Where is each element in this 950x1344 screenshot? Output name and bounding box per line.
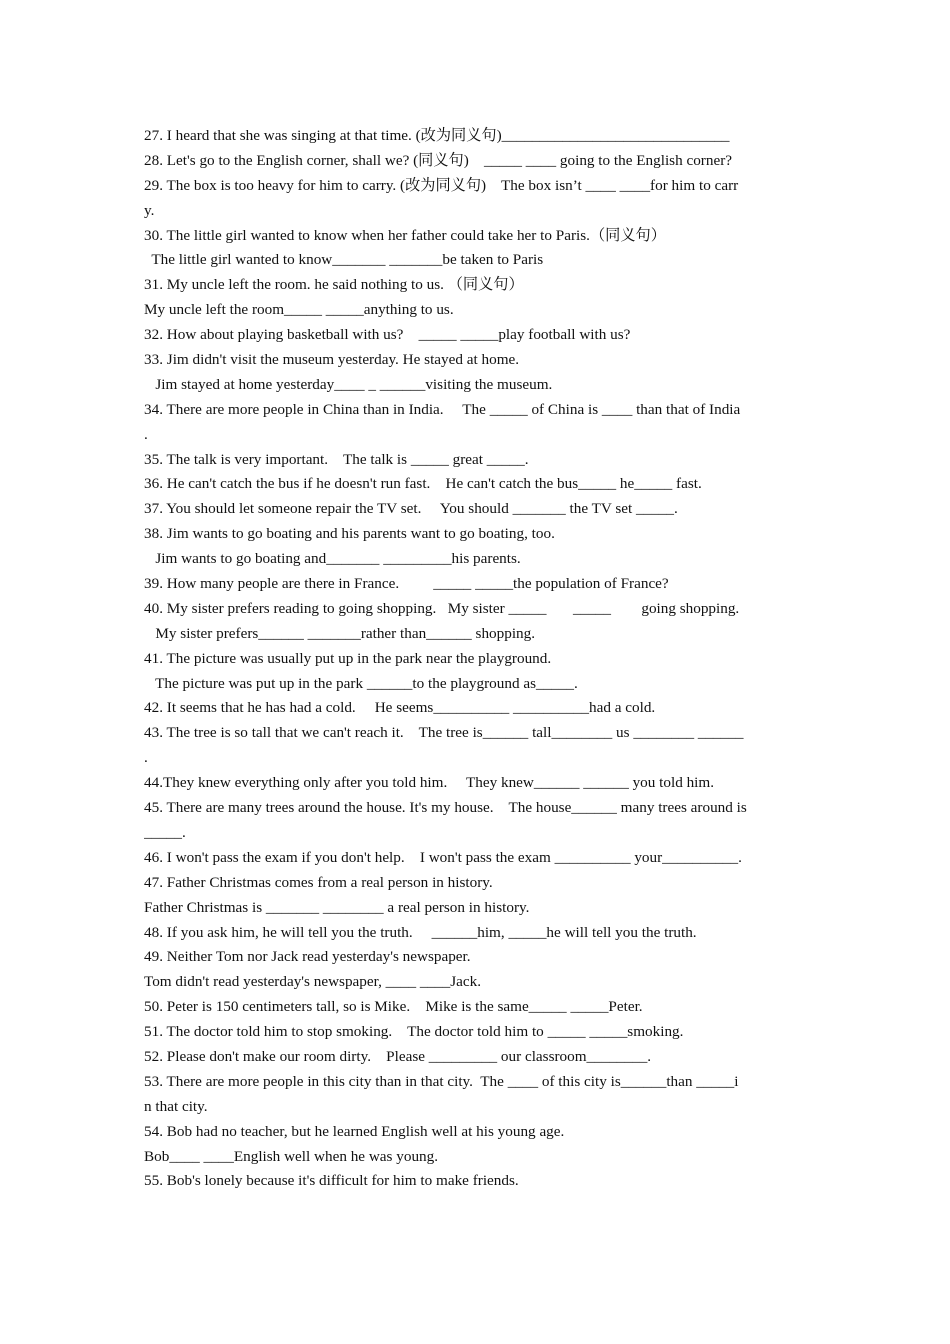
text-line: 46. I won't pass the exam if you don't help. I won't pass the exam __________ your__________. bbox=[144, 848, 742, 866]
text-line: 41. The picture was usually put up in the park near the playground. bbox=[144, 649, 552, 667]
text-line: Tom didn't read yesterday's newspaper, ____ ____Jack. bbox=[144, 973, 481, 991]
text-line: 34. There are more people in China than in India. The _____ of China is ____ than that of India bbox=[144, 400, 741, 418]
text-line: y. bbox=[144, 201, 155, 219]
text-line: . bbox=[144, 425, 148, 443]
text-line: 35. The talk is very important. The talk is _____ great _____. bbox=[144, 450, 529, 468]
text-line: 31. My uncle left the room. he said nothing to us. （同义句） bbox=[144, 276, 524, 294]
text-line: Jim stayed at home yesterday____ _ ______visiting the museum. bbox=[144, 375, 553, 393]
text-line: Father Christmas is _______ ________ a real person in history. bbox=[144, 898, 530, 916]
text-line: 50. Peter is 150 centimeters tall, so is Mike. Mike is the same_____ _____Peter. bbox=[144, 998, 643, 1016]
text-line: 29. The box is too heavy for him to carry. (改为同义句) The box isn’t ____ ____for him to carr bbox=[144, 176, 739, 194]
text-line: 52. Please don't make our room dirty. Please _________ our classroom________. bbox=[144, 1047, 652, 1065]
text-line: 47. Father Christmas comes from a real person in history. bbox=[144, 873, 493, 891]
text-line: 49. Neither Tom nor Jack read yesterday's newspaper. bbox=[144, 948, 471, 966]
text-line: 54. Bob had no teacher, but he learned English well at his young age. bbox=[144, 1122, 565, 1140]
text-line: n that city. bbox=[144, 1097, 208, 1115]
text-line: 36. He can't catch the bus if he doesn't run fast. He can't catch the bus_____ he_____ fast. bbox=[144, 475, 702, 493]
text-line: The little girl wanted to know_______ _______be taken to Paris bbox=[144, 251, 544, 269]
text-line: _____. bbox=[144, 823, 186, 841]
text-line: 43. The tree is so tall that we can't reach it. The tree is______ tall________ us ________ ______ bbox=[144, 724, 744, 742]
text-line: Jim wants to go boating and_______ _________his parents. bbox=[144, 550, 521, 568]
text-line: 28. Let's go to the English corner, shall we? (同义句) _____ ____ going to the English corner? bbox=[144, 151, 732, 169]
text-line: 53. There are more people in this city than in that city. The ____ of this city is______than _____i bbox=[144, 1072, 739, 1090]
text-line: 37. You should let someone repair the TV set. You should _______ the TV set _____. bbox=[144, 500, 678, 518]
exercise-text bbox=[144, 124, 808, 1194]
text-line: 48. If you ask him, he will tell you the truth. ______him, _____he will tell you the truth. bbox=[144, 923, 697, 941]
text-line: 30. The little girl wanted to know when her father could take her to Paris.（同义句） bbox=[144, 226, 666, 244]
text-line: My sister prefers______ _______rather than______ shopping. bbox=[144, 624, 536, 642]
text-line: Bob____ ____English well when he was young. bbox=[144, 1147, 439, 1165]
text-line: 42. It seems that he has had a cold. He seems__________ __________had a cold. bbox=[144, 699, 656, 717]
text-line: 55. Bob's lonely because it's difficult for him to make friends. bbox=[144, 1172, 519, 1190]
text-line: . bbox=[144, 749, 148, 767]
text-line: The picture was put up in the park ______to the playground as_____. bbox=[144, 674, 578, 692]
text-line: My uncle left the room_____ _____anything to us. bbox=[144, 301, 454, 319]
text-line: 51. The doctor told him to stop smoking. The doctor told him to _____ _____smoking. bbox=[144, 1023, 684, 1041]
text-line: 27. I heard that she was singing at that time. (改为同义句)______________________________ bbox=[144, 127, 730, 144]
text-line: 45. There are many trees around the house. It's my house. The house______ many trees around is bbox=[144, 799, 747, 817]
text-line: 32. How about playing basketball with us? _____ _____play football with us? bbox=[144, 326, 631, 344]
text-line: 33. Jim didn't visit the museum yesterday. He stayed at home. bbox=[144, 351, 520, 369]
text-line: 39. How many people are there in France. _____ _____the population of France? bbox=[144, 575, 669, 593]
text-line: 38. Jim wants to go boating and his parents want to go boating, too. bbox=[144, 525, 555, 543]
text-line: 44.They knew everything only after you told him. They knew______ ______ you told him. bbox=[144, 774, 715, 792]
text-line: 40. My sister prefers reading to going shopping. My sister _____ _____ going shopping. bbox=[144, 599, 740, 617]
